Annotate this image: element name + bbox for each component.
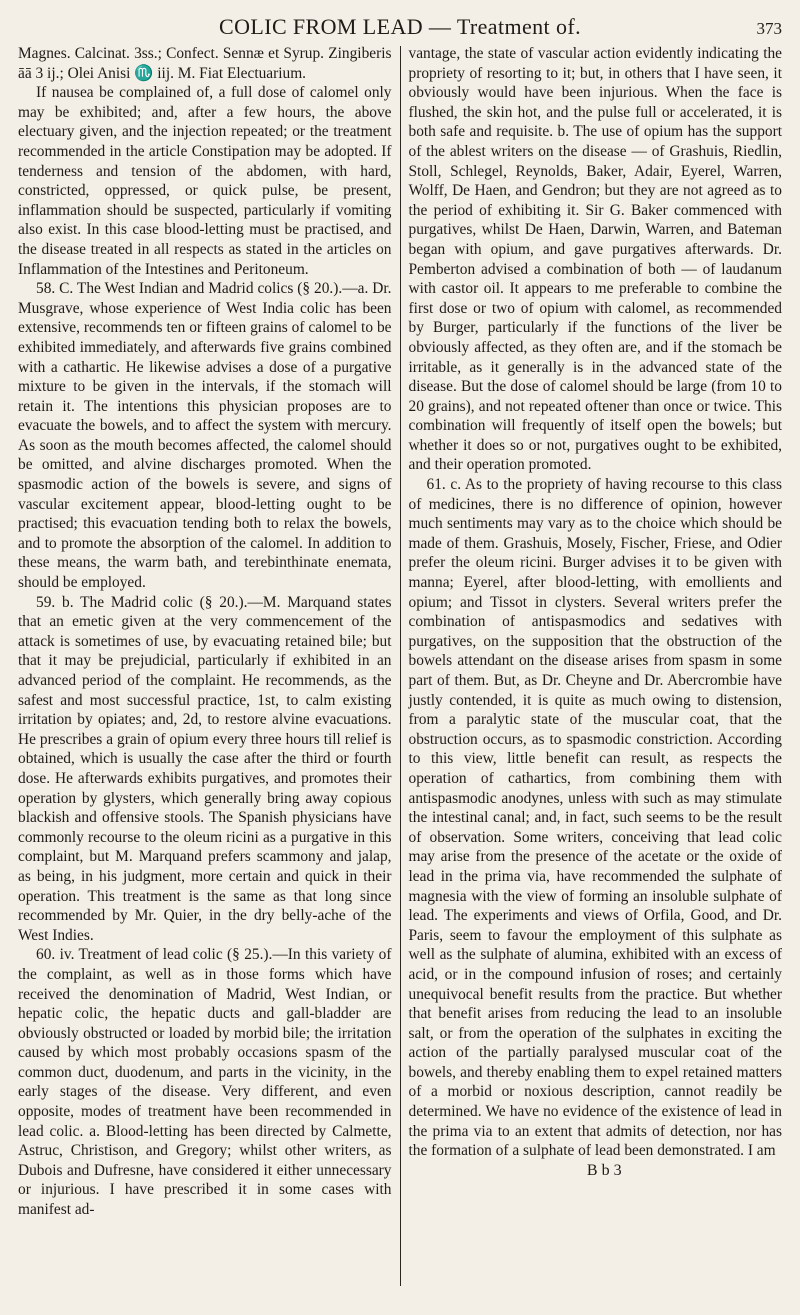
two-column-body xyxy=(18,44,782,1286)
paragraph: Magnes. Calcinat. 3ss.; Confect. Sennæ et Syrup. Zingiberis āā 3 ij.; Olei Anisi ♏ iij. M. Fiat Electuarium. xyxy=(18,45,392,82)
left-column xyxy=(18,44,392,1286)
page-header xyxy=(18,14,782,38)
signature-mark: B b 3 xyxy=(586,1161,622,1179)
paragraph: 61. c. As to the propriety of having recourse to this class of medicines, there is no difference of opinion, however much sentiments may vary as to the choice which should be made of them. Grashuis, Mosely, Fischer, Friese, and Odier prefer the oleum ricini. Burger advises it to be given with manna; Eyerel, after blood-letting, with emollients and opium; and Tissot in clysters. Several writers prefer the combination of antispasmodics and sedatives with purgatives, on the supposition that the obstruction of the bowels attendant on the disease arises from spasm in some part of them. But, as Dr. Cheyne and Dr. Abercrombie have justly contended, it is quite as much owing to distension, from a paralytic state of the muscular coat, that the obstruction occurs, as to spasmodic constriction. According to this view, little benefit can result, as respects the operation of cathartics, from combining them with antispasmodic anodynes, unless with such as may stimulate the intestinal canal; and, in fact, such seems to be the result of observation. Some writers, conceiving that lead colic may arise from the presence of the acetate or the oxide of lead in the prima via, have recommended the sulphate of magnesia with the view of forming an insoluble sulphate of lead. The experiments and views of Orfila, Good, and Dr. Paris, seem to favour the employment of this sulphate as well as the sulphate of alumina, exhibited with an excess of acid, or in the compound infusion of roses; and certainly unequivocal benefit results from the practice. But whether that benefit arises from reducing the lead to an insoluble salt, or from the operation of the sulphates in exciting the action of the partially paralysed muscular coat of the bowels, and thereby enabling them to expel retained matters of a morbid or noxious description, cannot readily be determined. We have no evidence of the existence of lead in the prima via to an extent that admits of detection, nor has the formation of a sulphate of lead been demonstrated. I am xyxy=(408,476,782,1160)
right-column xyxy=(409,44,783,1286)
paragraph: If nausea be complained of, a full dose of calomel only may be exhibited; and, after a few hours, the above electuary given, and the injection repeated; or the treatment recommended in the article Constipation may be adopted. If tenderness and tension of the abdomen, with hard, constricted, oppressed, or quick pulse, be present, inflammation should be suspected, particularly if vomiting also exist. In this case blood-letting must be practised, and the disease treated in all respects as stated in the articles on Inflammation of the Intestines and Peritoneum. xyxy=(18,84,392,278)
paragraph: 60. iv. Treatment of lead colic (§ 25.).—In this variety of the complaint, as well as in those forms which have received the denomination of Madrid, West Indian, or hepatic colic, the hepatic ducts and gall-bladder are obviously obstructed or loaded by morbid bile; the irritation caused by which most probably occasions spasm of the common duct, duodenum, and parts in the vicinity, in the early stages of the disease. Very different, and even opposite, modes of treatment have been recommended in lead colic. a. Blood-letting has been directed by Calmette, Astruc, Christison, and Gregory; whilst other writers, as Dubois and Dufresne, have considered it either unnecessary or injurious. I have prescribed it in some cases with manifest ad- xyxy=(18,946,392,1219)
paragraph: 59. b. The Madrid colic (§ 20.).—M. Marquand states that an emetic given at the very commencement of the attack is sometimes of use, by evacuating retained bile; but that it may be prejudicial, particularly if exhibited in an advanced period of the complaint. He recommends, as the safest and most successful practice, 1st, to calm existing irritation by opiates; and, 2d, to restore alvine evacuations. He prescribes a grain of opium every three hours till relief is obtained, which is usually the case after the third or fourth dose. He afterwards exhibits purgatives, and promotes their operation by glysters, which generally bring away copious blackish and offensive stools. The Spanish physicians have commonly recourse to the oleum ricini as a purgative in this complaint, but M. Marquand prefers scammony and jalap, as being, in his judgment, more certain and quick in their operation. This treatment is the same as that long since recommended by Mr. Quier, in the dry belly-ache of the West Indies. xyxy=(18,593,392,944)
page-number: 373 xyxy=(756,19,782,38)
paragraph: 58. C. The West Indian and Madrid colics (§ 20.).—a. Dr. Musgrave, whose experience of West India colic has been extensive, recommends ten or fifteen grains of calomel to be exhibited immediately, and afterwards five grains combined with a cathartic. He likewise advises a dose of a purgative mixture to be given in the intervals, if the stomach will retain it. The intentions this physician proposes are to evacuate the bowels, and to affect the system with mercury. As soon as the mouth becomes affected, the calomel should be omitted, and alvine discharges promoted. When the spasmodic action of the bowels is severe, and signs of vascular excitement appear, blood-letting ought to be practised; this evacuation tending both to relax the bowels, and to promote the absorption of the calomel. In addition to these means, the warm bath, and terebinthinate enemata, should be employed. xyxy=(18,280,392,592)
running-head: COLIC FROM LEAD — Treatment of. xyxy=(219,14,581,39)
paragraph: vantage, the state of vascular action evidently indicating the propriety of resorting to it; but, in others that I have seen, it obviously would have been injurious. When the face is flushed, the skin hot, and the pulse full or accelerated, it is both safe and requisite. b. The use of opium has the support of the ablest writers on the disease — of Grashuis, Riedlin, Stoll, Schlegel, Reynolds, Baker, Adair, Eyerel, Warren, Wolff, De Haen, and Gendron; but they are not agreed as to the period of exhibiting it. Sir G. Baker commenced with purgatives, whilst De Haen, Darwin, Warren, and Bateman began with opium, and gave purgatives afterwards. Dr. Pemberton advised a combination of both — of laudanum with castor oil. It appears to me preferable to combine the first dose or two of opium with calomel, as recommended by Burger, particularly if the functions of the liver be obviously affected, as they often are, and if the stomach be irritable, as it generally is in the advanced state of the disease. But the dose of calomel should be large (from 10 to 20 grains), and not repeated oftener than once or twice. This combination will frequently of itself open the bowels; but whether it does so or not, purgatives ought to be exhibited, and their operation promoted. xyxy=(408,45,782,474)
column-divider xyxy=(400,46,401,1286)
